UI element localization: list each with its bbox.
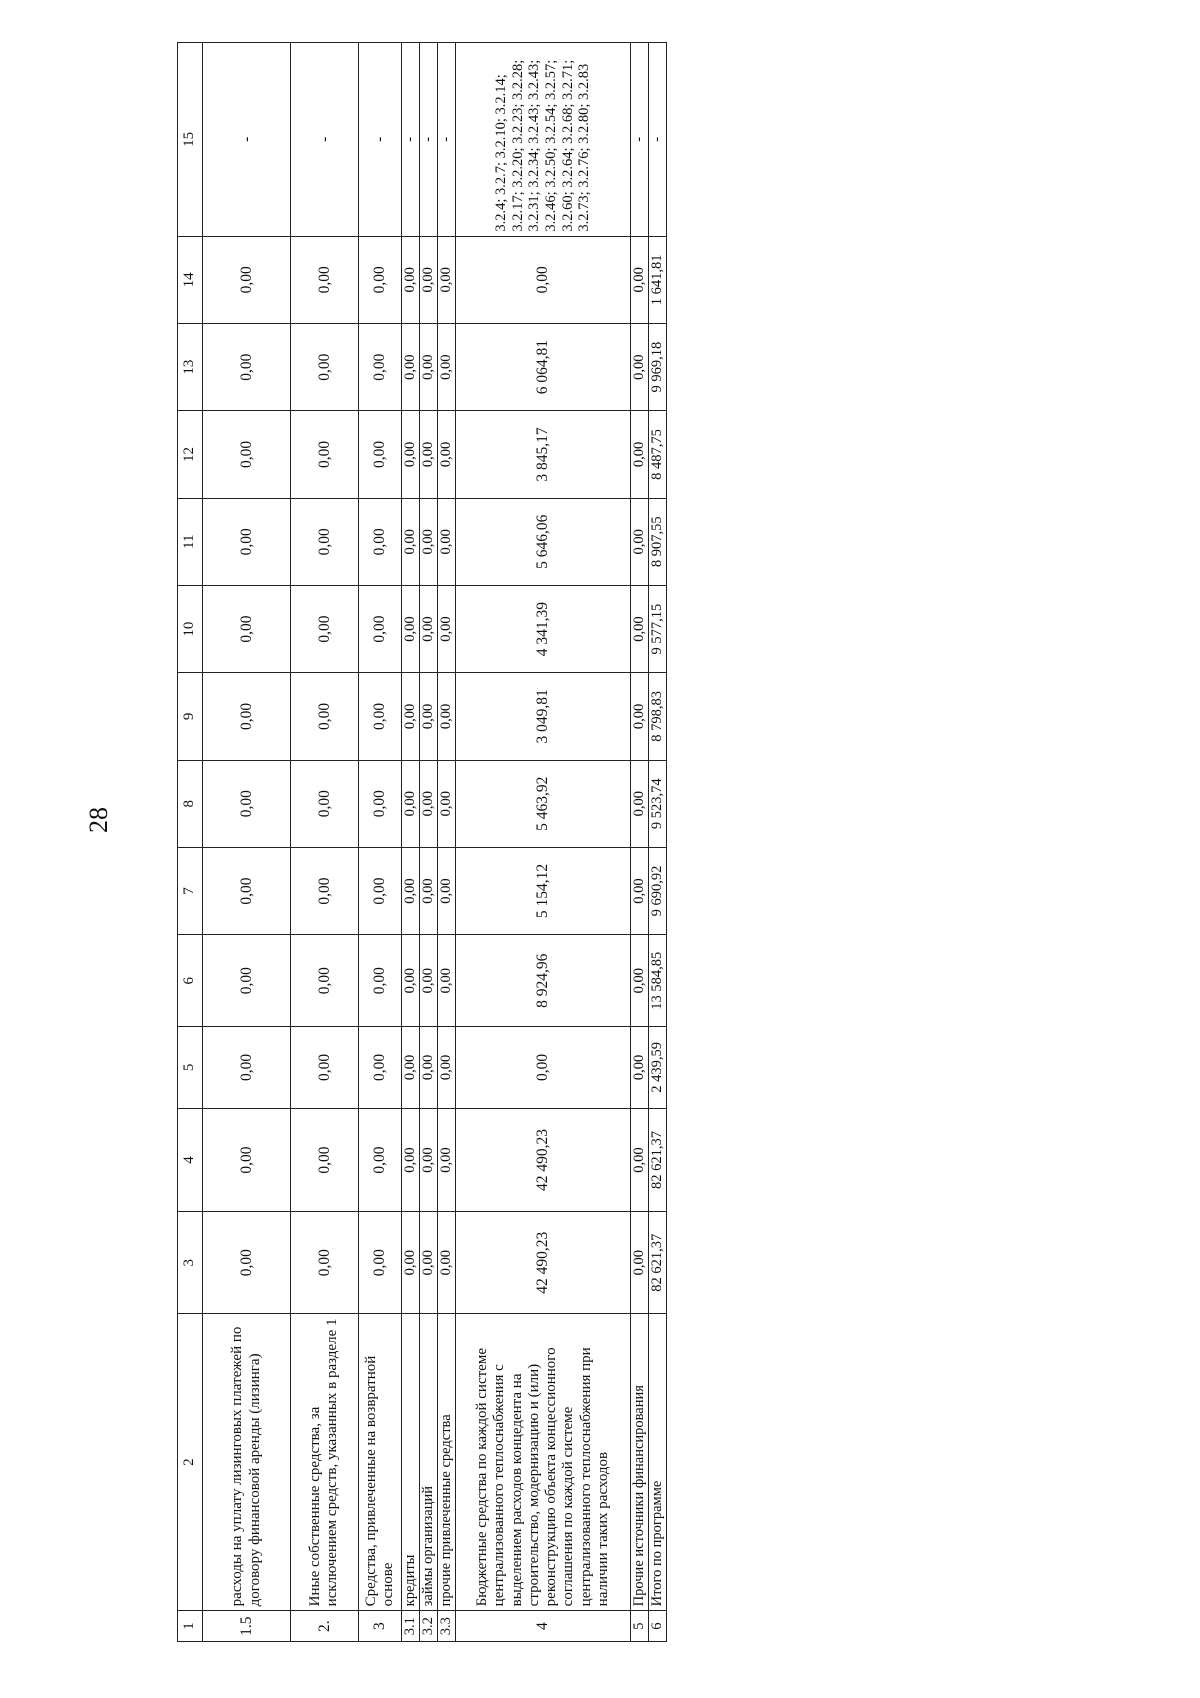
column-header: 8	[178, 760, 203, 847]
cell-value: 0,00	[203, 847, 291, 934]
cell-value: 0,00	[631, 585, 649, 672]
row-number: 4	[456, 1611, 631, 1642]
cell-value: 0,00	[631, 411, 649, 498]
cell-value: 1 641,81	[649, 236, 667, 323]
row-description: Иные собственные средства, за исключением средств, указанных в разделе 1	[291, 1313, 359, 1610]
table-row	[358, 43, 402, 1642]
cell-value: 0,00	[203, 411, 291, 498]
row-note: -	[203, 43, 291, 237]
header-row	[178, 43, 203, 1642]
table-row	[438, 43, 456, 1642]
column-header: 5	[178, 1027, 203, 1108]
row-note: -	[649, 43, 667, 237]
cell-value: 0,00	[291, 760, 359, 847]
cell-value: 0,00	[402, 585, 420, 672]
cell-value: 0,00	[358, 1027, 402, 1108]
cell-value: 0,00	[358, 1108, 402, 1212]
column-header: 4	[178, 1108, 203, 1212]
column-header: 13	[178, 323, 203, 410]
cell-value: 0,00	[203, 1212, 291, 1313]
column-header: 3	[178, 1212, 203, 1313]
table-row	[402, 43, 420, 1642]
row-description: расходы на уплату лизинговых платежей по договору финансовой аренды (лизинга)	[203, 1313, 291, 1610]
cell-value: 0,00	[438, 1027, 456, 1108]
row-number: 3.2	[420, 1611, 438, 1642]
row-note: -	[291, 43, 359, 237]
cell-value: 0,00	[631, 847, 649, 934]
cell-value: 0,00	[402, 1212, 420, 1313]
cell-value: 0,00	[402, 323, 420, 410]
table-row	[631, 43, 649, 1642]
cell-value: 4 341,39	[456, 585, 631, 672]
row-description: прочие привлеченные средства	[438, 1313, 456, 1610]
financing-table	[177, 42, 667, 1642]
column-header: 7	[178, 847, 203, 934]
column-header: 2	[178, 1313, 203, 1610]
cell-value: 0,00	[456, 236, 631, 323]
cell-value: 82 621,37	[649, 1108, 667, 1212]
cell-value: 0,00	[420, 236, 438, 323]
cell-value: 0,00	[631, 1212, 649, 1313]
column-header: 1	[178, 1611, 203, 1642]
row-number: 5	[631, 1611, 649, 1642]
cell-value: 2 439,59	[649, 1027, 667, 1108]
cell-value: 0,00	[402, 935, 420, 1027]
cell-value: 0,00	[438, 411, 456, 498]
cell-value: 0,00	[631, 236, 649, 323]
cell-value: 0,00	[203, 323, 291, 410]
row-note: -	[420, 43, 438, 237]
cell-value: 13 584,85	[649, 935, 667, 1027]
row-note: -	[358, 43, 402, 237]
cell-value: 0,00	[631, 498, 649, 585]
cell-value: 0,00	[456, 1027, 631, 1108]
cell-value: 0,00	[358, 847, 402, 934]
row-description: кредиты	[402, 1313, 420, 1610]
cell-value: 0,00	[420, 1027, 438, 1108]
cell-value: 0,00	[291, 673, 359, 760]
table-row	[291, 43, 359, 1642]
cell-value: 0,00	[291, 236, 359, 323]
cell-value: 0,00	[438, 760, 456, 847]
cell-value: 0,00	[358, 1212, 402, 1313]
cell-value: 0,00	[438, 1212, 456, 1313]
row-number: 3	[358, 1611, 402, 1642]
cell-value: 0,00	[291, 1212, 359, 1313]
cell-value: 0,00	[291, 1108, 359, 1212]
cell-value: 0,00	[402, 673, 420, 760]
cell-value: 0,00	[420, 1212, 438, 1313]
cell-value: 0,00	[203, 1108, 291, 1212]
cell-value: 0,00	[291, 585, 359, 672]
cell-value: 0,00	[358, 585, 402, 672]
cell-value: 42 490,23	[456, 1108, 631, 1212]
cell-value: 0,00	[203, 236, 291, 323]
cell-value: 0,00	[631, 760, 649, 847]
cell-value: 8 487,75	[649, 411, 667, 498]
row-description: Итого по программе	[649, 1313, 667, 1610]
row-description: займы организаций	[420, 1313, 438, 1610]
cell-value: 0,00	[291, 411, 359, 498]
cell-value: 0,00	[402, 411, 420, 498]
cell-value: 0,00	[203, 498, 291, 585]
cell-value: 0,00	[203, 1027, 291, 1108]
cell-value: 0,00	[203, 760, 291, 847]
cell-value: 0,00	[402, 1027, 420, 1108]
cell-value: 0,00	[438, 585, 456, 672]
table-row	[456, 43, 631, 1642]
cell-value: 0,00	[438, 847, 456, 934]
row-number: 3.3	[438, 1611, 456, 1642]
cell-value: 9 523,74	[649, 760, 667, 847]
cell-value: 8 924,96	[456, 935, 631, 1027]
cell-value: 0,00	[358, 411, 402, 498]
cell-value: 0,00	[358, 673, 402, 760]
cell-value: 0,00	[358, 935, 402, 1027]
column-header: 6	[178, 935, 203, 1027]
cell-value: 0,00	[420, 1108, 438, 1212]
cell-value: 0,00	[420, 323, 438, 410]
cell-value: 0,00	[631, 1108, 649, 1212]
cell-value: 0,00	[203, 935, 291, 1027]
cell-value: 8 907,55	[649, 498, 667, 585]
cell-value: 0,00	[420, 760, 438, 847]
row-description: Прочие источники финансирования	[631, 1313, 649, 1610]
cell-value: 0,00	[438, 673, 456, 760]
cell-value: 0,00	[358, 323, 402, 410]
cell-value: 9 969,18	[649, 323, 667, 410]
cell-value: 0,00	[358, 760, 402, 847]
row-note: -	[438, 43, 456, 237]
cell-value: 3 049,81	[456, 673, 631, 760]
cell-value: 0,00	[203, 585, 291, 672]
cell-value: 3 845,17	[456, 411, 631, 498]
row-number: 6	[649, 1611, 667, 1642]
cell-value: 6 064,81	[456, 323, 631, 410]
column-header: 10	[178, 585, 203, 672]
row-description: Средства, привлеченные на возвратной основе	[358, 1313, 402, 1610]
cell-value: 0,00	[438, 1108, 456, 1212]
cell-value: 0,00	[402, 847, 420, 934]
column-header: 9	[178, 673, 203, 760]
cell-value: 0,00	[402, 760, 420, 847]
cell-value: 0,00	[402, 1108, 420, 1212]
page-number: 28	[84, 807, 113, 833]
cell-value: 0,00	[203, 673, 291, 760]
cell-value: 0,00	[420, 411, 438, 498]
cell-value: 42 490,23	[456, 1212, 631, 1313]
row-number: 1.5	[203, 1611, 291, 1642]
cell-value: 0,00	[291, 323, 359, 410]
cell-value: 0,00	[438, 323, 456, 410]
row-note: -	[402, 43, 420, 237]
cell-value: 0,00	[291, 847, 359, 934]
cell-value: 5 463,92	[456, 760, 631, 847]
cell-value: 0,00	[358, 236, 402, 323]
cell-value: 0,00	[420, 498, 438, 585]
cell-value: 0,00	[358, 498, 402, 585]
cell-value: 0,00	[438, 236, 456, 323]
financing-table-container	[177, 42, 667, 1642]
column-header: 11	[178, 498, 203, 585]
column-header: 12	[178, 411, 203, 498]
cell-value: 5 646,06	[456, 498, 631, 585]
cell-value: 0,00	[631, 673, 649, 760]
cell-value: 0,00	[631, 323, 649, 410]
row-number: 2.	[291, 1611, 359, 1642]
table-row	[420, 43, 438, 1642]
cell-value: 0,00	[420, 673, 438, 760]
cell-value: 0,00	[402, 498, 420, 585]
cell-value: 9 690,92	[649, 847, 667, 934]
cell-value: 8 798,83	[649, 673, 667, 760]
cell-value: 0,00	[402, 236, 420, 323]
column-header: 15	[178, 43, 203, 237]
cell-value: 0,00	[631, 1027, 649, 1108]
cell-value: 0,00	[420, 847, 438, 934]
cell-value: 0,00	[420, 585, 438, 672]
cell-value: 0,00	[291, 935, 359, 1027]
cell-value: 0,00	[438, 498, 456, 585]
cell-value: 9 577,15	[649, 585, 667, 672]
row-description: Бюджетные средства по каждой системе централизованного теплоснабжения с выделением расходов концедента на строительство, модернизацию и (или) реконструкцию объекта концессионного соглашения по каждой системе централизованного теплоснабжения при наличии таких расходов	[456, 1313, 631, 1610]
table-row	[649, 43, 667, 1642]
cell-value: 0,00	[438, 935, 456, 1027]
row-number: 3.1	[402, 1611, 420, 1642]
table-row	[203, 43, 291, 1642]
row-note: 3.2.4; 3.2.7; 3.2.10; 3.2.14; 3.2.17; 3.2.20; 3.2.23; 3.2.28; 3.2.31; 3.2.34; 3.2.43; 3.2.43; 3.2.46; 3.2.50; 3.2.54; 3.2.57; 3.2.60; 3.2.64; 3.2.68; 3.2.71; 3.2.73; 3.2.76; 3.2.80; 3.2.83	[456, 43, 631, 237]
cell-value: 5 154,12	[456, 847, 631, 934]
cell-value: 82 621,37	[649, 1212, 667, 1313]
cell-value: 0,00	[291, 498, 359, 585]
cell-value: 0,00	[631, 935, 649, 1027]
cell-value: 0,00	[291, 1027, 359, 1108]
column-header: 14	[178, 236, 203, 323]
row-note: -	[631, 43, 649, 237]
cell-value: 0,00	[420, 935, 438, 1027]
